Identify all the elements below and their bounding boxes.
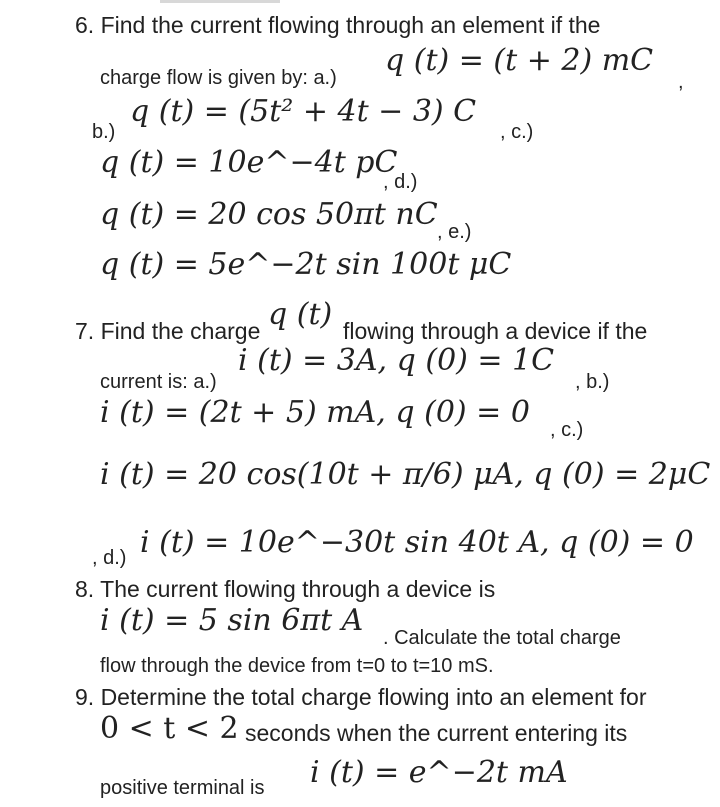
problem-7-expr-d [140, 525, 694, 560]
expr-text: i (t) = e^−2t mA [310, 755, 568, 790]
problem-7-expr-c [100, 457, 711, 492]
expr-text: i (t) = 5 sin 6πt A [100, 603, 364, 638]
problem-6-comma: , [678, 71, 684, 93]
problem-7-lead-expr [268, 297, 333, 332]
cropped-top-edge [160, 0, 280, 3]
problem-7-lead: 7. Find the charge [75, 318, 261, 344]
problem-6-lead: 6. Find the current flowing through an element if the [75, 12, 601, 38]
expr-c-text: q (t) = 10e^−4t pC [100, 145, 398, 180]
problem-7-expr-a [238, 343, 555, 378]
expr-a-text: q (t) = (t + 2) mC [385, 43, 654, 78]
expr-b-text: q (t) = (5t² + 4t − 3) C [130, 94, 477, 129]
expr-c-text: i (t) = 20 cos(10t + π/6) μA, q (0) = 2μC [100, 457, 711, 492]
problem-8-tail: . Calculate the total charge [383, 627, 621, 649]
problem-6-label-e: , e.) [437, 221, 472, 243]
expr-b-text: i (t) = (2t + 5) mA, q (0) = 0 [100, 395, 530, 430]
problem-9-tail: seconds when the current entering its [245, 720, 628, 746]
problem-7-label-c: , c.) [550, 419, 584, 441]
problem-8-lead: 8. The current flowing through a device is [75, 576, 496, 602]
problem-9-range [100, 711, 239, 746]
problem-9-sub: positive terminal is [100, 777, 265, 799]
problem-6-expr-d [100, 197, 438, 232]
problem-9-expr [310, 755, 568, 790]
range-text: 0 < t < 2 [100, 711, 239, 746]
lead-expr-text: q (t) [268, 297, 333, 332]
problem-7-expr-b [100, 395, 530, 430]
expr-d-text: q (t) = 20 cos 50πt nC [100, 197, 438, 232]
problem-7-lead-tail: flowing through a device if the [343, 318, 648, 344]
expr-d-text: i (t) = 10e^−30t sin 40t A, q (0) = 0 [140, 525, 694, 560]
problem-7-label-d: , d.) [92, 547, 127, 569]
problem-9-lead: 9. Determine the total charge flowing into an element for [75, 684, 647, 710]
problem-6-expr-e [100, 247, 512, 282]
problem-8-expr [100, 603, 364, 638]
expr-a-text: i (t) = 3A, q (0) = 1C [238, 343, 555, 378]
problem-6-expr-b [130, 94, 477, 129]
problem-6-expr-c [100, 145, 398, 180]
problem-7-sub: current is: a.) [100, 371, 217, 393]
problem-6-sub: charge flow is given by: a.) [100, 67, 337, 89]
problem-6-label-b: b.) [92, 121, 116, 143]
problem-6-expr-a [385, 43, 654, 78]
problem-6-label-c: , c.) [500, 121, 534, 143]
expr-e-text: q (t) = 5e^−2t sin 100t μC [100, 247, 512, 282]
problem-6-label-d: , d.) [383, 171, 418, 193]
problem-8-line3: flow through the device from t=0 to t=10 mS. [100, 655, 494, 677]
problem-7-label-b: , b.) [575, 371, 610, 393]
